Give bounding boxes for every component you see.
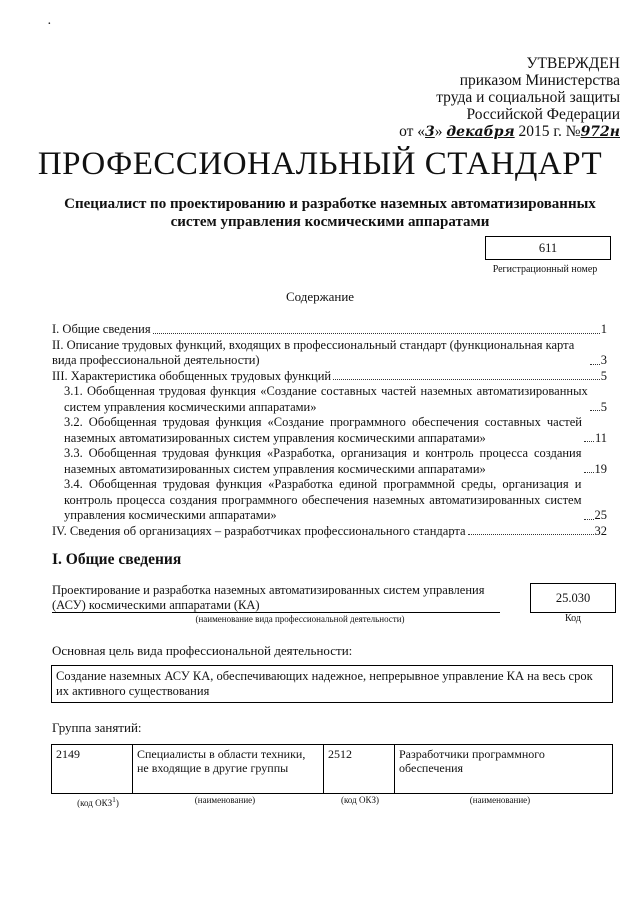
toc-item-text: II. Описание трудовых функций, входящих в профессиональный стандарт (функциональная карта вида профессиональной деятельности) xyxy=(52,337,575,367)
toc-item[interactable] xyxy=(52,477,607,524)
toc-item[interactable] xyxy=(52,384,607,415)
toc-item-page: 19 xyxy=(594,461,607,476)
registration-number-box: 611 xyxy=(485,236,611,260)
standard-subtitle: Специалист по проектированию и разработке наземных автоматизированных систем управления космическими аппаратами xyxy=(64,196,596,230)
date-mid: » xyxy=(434,123,443,140)
occupation-group-table xyxy=(51,744,613,794)
toc-item[interactable] xyxy=(52,446,607,477)
toc-leader xyxy=(153,333,600,334)
date-month: декабря xyxy=(446,124,515,140)
name-caption: (наименование) xyxy=(469,795,531,805)
date-year: 2015 г. № xyxy=(518,123,581,140)
toc-item-page: 5 xyxy=(600,399,607,414)
order-number: 972н xyxy=(580,124,620,140)
approval-block xyxy=(330,55,620,141)
toc-item-text: 3.4. Обобщенная трудовая функция «Разработка единой программной среды, организация и контроль процесса создания программного обеспечения наземных автоматизированных систем управления космическими аппаратами» xyxy=(64,477,582,522)
activity-code-caption: Код xyxy=(565,613,581,624)
approval-title: УТВЕРЖДЕН xyxy=(526,55,620,72)
occupation-name-cell: Специалисты в области техники, не входящие в другие группы xyxy=(133,745,324,794)
page-title: ПРОФЕССИОНАЛЬНЫЙ СТАНДАРТ xyxy=(37,146,603,182)
goal-label: Основная цель вида профессиональной деятельности: xyxy=(52,643,353,658)
toc-item[interactable] xyxy=(52,322,607,338)
activity-kind-underline xyxy=(52,612,500,613)
toc-item[interactable] xyxy=(52,338,607,369)
occupation-group-label: Группа занятий: xyxy=(52,720,142,735)
toc-item-page: 1 xyxy=(600,322,607,336)
footnote-mark: 1 xyxy=(112,795,116,804)
table-of-contents xyxy=(52,322,607,539)
toc-item-text: 3.2. Обобщенная трудовая функция «Создание программного обеспечения составных частей наземных автоматизированных систем управления космическими аппаратами» xyxy=(64,415,582,445)
toc-leader xyxy=(468,534,594,535)
approval-line: труда и социальной защиты xyxy=(436,89,620,106)
caption-text: ) xyxy=(115,798,119,808)
activity-kind-text: Проектирование и разработка наземных автоматизированных систем управления (АСУ) космическими аппаратами (КА) xyxy=(52,583,485,612)
okz-code-caption: (код ОКЗ) xyxy=(341,795,379,805)
toc-leader xyxy=(333,379,600,380)
date-prefix: от « xyxy=(399,123,426,140)
toc-item-text: III. Характеристика обобщенных трудовых функций xyxy=(52,368,332,383)
section-heading: I. Общие сведения xyxy=(52,551,182,568)
toc-item-page: 5 xyxy=(600,368,607,383)
approval-line: приказом Министерства xyxy=(459,72,620,89)
toc-leader xyxy=(584,441,594,442)
activity-code-box: 25.030 xyxy=(530,583,616,613)
toc-item[interactable] xyxy=(52,524,607,540)
toc-leader xyxy=(590,410,600,411)
toc-item[interactable] xyxy=(52,415,607,446)
registration-number-label: Регистрационный номер xyxy=(492,264,598,275)
toc-item-page: 25 xyxy=(594,508,607,522)
approval-line: Российской Федерации xyxy=(466,106,620,123)
toc-item-text: IV. Сведения об организациях – разработчиках профессионального стандарта xyxy=(52,523,466,538)
activity-kind-caption: (наименование вида профессиональной деятельности) xyxy=(195,614,405,624)
occupation-name-cell: Разработчики программного обеспечения xyxy=(395,745,613,794)
toc-item-text: I. Общие сведения xyxy=(52,322,151,336)
okz-code-cell: 2512 xyxy=(324,745,395,794)
table-row xyxy=(52,745,613,794)
okz-code-cell: 2149 xyxy=(52,745,133,794)
toc-item[interactable] xyxy=(52,369,607,385)
okz-code-caption xyxy=(58,795,138,808)
goal-box: Создание наземных АСУ КА, обеспечивающих надежное, непрерывное управление КА на весь срок их активного существования xyxy=(51,665,613,703)
caption-text: (код ОКЗ xyxy=(77,798,113,808)
toc-leader xyxy=(590,364,600,365)
toc-heading: Содержание xyxy=(285,289,355,304)
date-day: 3 xyxy=(425,124,435,140)
name-caption: (наименование) xyxy=(194,795,256,805)
toc-leader xyxy=(584,519,594,520)
stray-mark: · xyxy=(47,17,52,32)
toc-leader xyxy=(584,472,594,473)
toc-item-page: 11 xyxy=(594,430,607,445)
toc-item-text: 3.3. Обобщенная трудовая функция «Разработка, организация и контроль процесса создания наземных автоматизированных систем управления космическими аппаратами» xyxy=(64,446,582,476)
toc-item-text: 3.1. Обобщенная трудовая функция «Создание составных частей наземных автоматизированных систем управления космическими аппаратами» xyxy=(64,384,588,414)
toc-item-page: 32 xyxy=(594,523,607,538)
toc-item-page: 3 xyxy=(600,353,607,367)
approval-date-line xyxy=(330,123,620,141)
